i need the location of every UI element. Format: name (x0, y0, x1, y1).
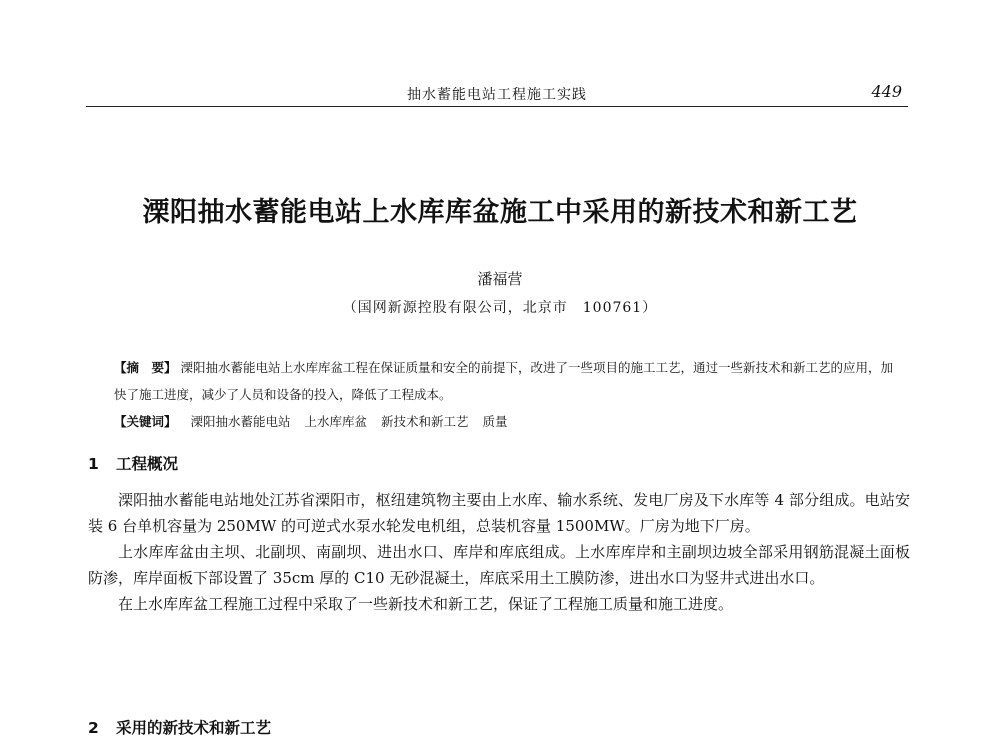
keywords-label: 【关键词】 (114, 414, 177, 429)
author-affiliation: （国网新源控股有限公司，北京市 100761） (342, 300, 658, 316)
keywords (114, 408, 894, 435)
section-title: 工程概况 (116, 455, 179, 473)
page-number: 449 (871, 82, 902, 101)
section-heading-2 (88, 716, 271, 738)
abstract-text: 溧阳抽水蓄能电站上水库库盆工程在保证质量和安全的前提下，改进了一些项目的施工工艺，通过一些新技术和新工艺的应用，加快了施工进度，减少了人员和设备的投入，降低了工程成本。 (114, 360, 894, 402)
running-title: 抽水蓄能电站工程施工实践 (407, 87, 587, 103)
body-paragraph: 溧阳抽水蓄能电站地处江苏省溧阳市，枢纽建筑物主要由上水库、输水系统、发电厂房及下水库等 4 部分组成。电站安装 6 台单机容量为 250MW 的可逆式水泵水轮发电机组，总装机容量 1500MW。厂房为地下厂房。 (88, 491, 910, 535)
abstract-label: 【摘 要】 (114, 360, 177, 375)
section-title: 采用的新技术和新工艺 (116, 719, 272, 737)
section-heading-1 (88, 452, 178, 474)
body-paragraph: 上水库库盆由主坝、北副坝、南副坝、进出水口、库岸和库底组成。上水库库岸和主副坝边坡全部采用钢筋混凝土面板防渗，库岸面板下部设置了 35cm 厚的 C10 无砂混凝土，库底采用土工膜防渗，进出水口为竖井式进出水口。 (88, 543, 910, 587)
keyword-item: 新技术和新工艺 (381, 414, 469, 429)
section-1-body (88, 487, 910, 617)
keyword-item: 上水库库盆 (304, 414, 368, 429)
keyword-item: 溧阳抽水蓄能电站 (190, 414, 291, 429)
abstract (114, 354, 894, 408)
keyword-item: 质量 (482, 414, 508, 429)
body-paragraph: 在上水库库盆工程施工过程中采取了一些新技术和新工艺，保证了工程施工质量和施工进度。 (118, 595, 734, 613)
section-number: 1 (88, 455, 99, 473)
paper-title: 溧阳抽水蓄能电站上水库库盆施工中采用的新技术和新工艺 (142, 197, 858, 228)
section-number: 2 (88, 719, 99, 737)
running-header (86, 78, 908, 107)
author-name: 潘福营 (477, 270, 523, 288)
